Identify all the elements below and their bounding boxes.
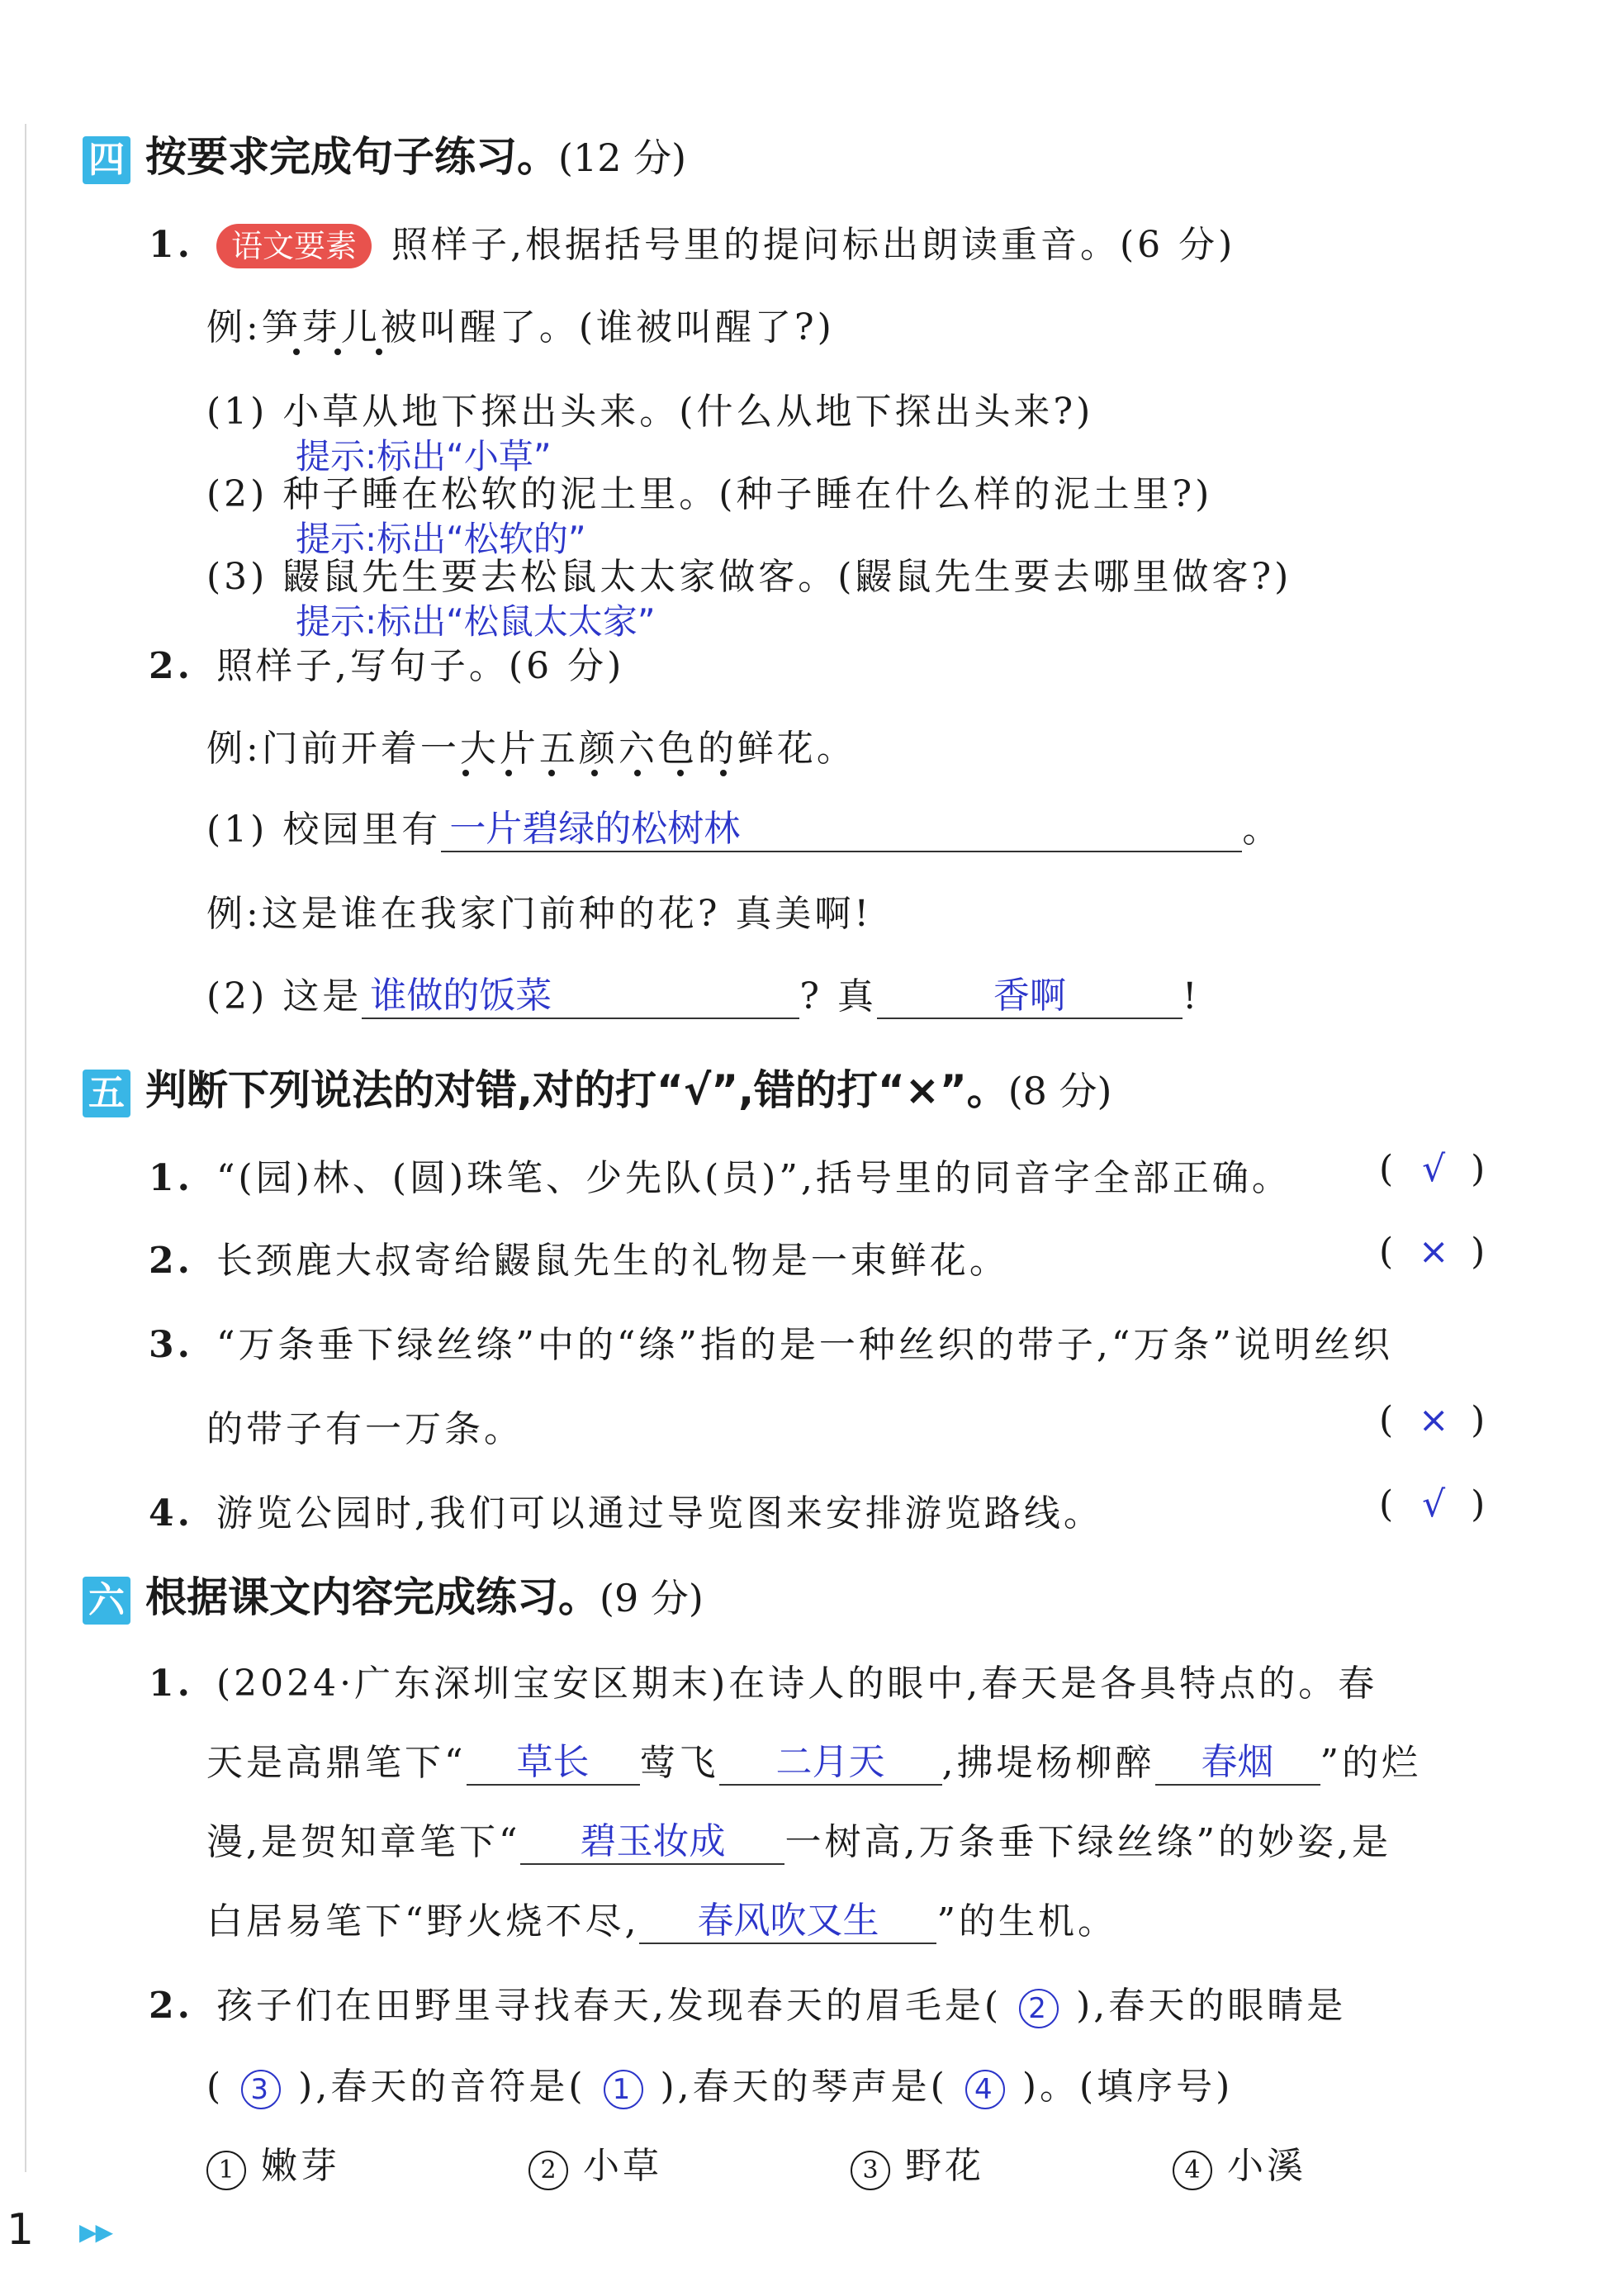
judge-item-3-cont: 的带子有一万条。 [206,1408,524,1450]
answer-blank[interactable]: 草长 [467,1741,640,1786]
text: ),春天的眼睛是 [1076,1985,1347,2027]
text: )。(填序号) [1021,2066,1234,2108]
sub-item-2: (2) 种子睡在松软的泥土里。(种子睡在什么样的泥土里?) [206,473,1213,515]
section-title: 判断下列说法的对错,对的打“√”,错的打“×”。 [145,1066,1008,1114]
sub-item-1: (1) 小草从地下探出头来。(什么从地下探出头来?) [206,391,1094,433]
answer-blank[interactable]: 香啊 [877,975,1183,1019]
option-number: 1 [206,2151,246,2190]
answer-circle[interactable]: 1 [604,2070,643,2109]
page-arrows-icon: ▶▶ [79,2218,112,2246]
judge-answer: ( × ) [1379,1231,1489,1273]
answer-blank[interactable]: 春烟 [1155,1741,1320,1786]
option-number: 3 [851,2151,890,2190]
question-text: 照样子,写句子。(6 分) [216,645,625,687]
question-number: 2. [149,1240,193,1282]
fill-line-1 [206,799,1282,852]
answer-blank[interactable]: 二月天 [719,1741,942,1786]
example-line: 例:门前开着一大片五颜六色的鲜花。 [206,728,856,770]
prefix-text: (2) 这是 [206,975,363,1018]
option-number: 4 [1173,2151,1212,2190]
question-text: 长颈鹿大叔寄给鼹鼠先生的礼物是一束鲜花。 [216,1240,1009,1282]
section-title: 根据课文内容完成练习。 [145,1573,600,1621]
text: ”的生机。 [936,1900,1117,1943]
option-number: 2 [528,2151,568,2190]
question-6-2 [149,1976,1346,2028]
answer-blank[interactable]: 一片碧绿的松树林 [441,808,1242,852]
hint-text: 提示:标出“松软的” [296,519,586,559]
text: 孩子们在田野里寻找春天,发现春天的眉毛是( [216,1985,1002,2027]
answer-mark[interactable]: × [1418,1399,1449,1441]
section-badge: 五 [83,1070,130,1117]
option-label: 小溪 [1227,2145,1306,2187]
text: ( [206,2066,225,2108]
section-6-heading [83,1564,704,1625]
fill-line-2 [206,966,1201,1019]
judge-answer: ( √ ) [1379,1148,1489,1190]
text: 一树高,万条垂下绿丝绦”的妙姿,是 [784,1821,1391,1863]
section-score: (9 分) [600,1576,704,1620]
question-number: 1. [149,1663,193,1705]
answer-circle[interactable]: 4 [965,2070,1005,2109]
margin-line [25,124,26,2172]
question-number: 1. [149,224,193,266]
text: 漫,是贺知章笔下“ [206,1821,521,1863]
answer-mark[interactable]: √ [1422,1483,1446,1525]
option-label: 野花 [905,2145,984,2187]
question-text: “万条垂下绿丝绦”中的“绦”指的是一种丝织的带子,“万条”说明丝织 [216,1324,1393,1366]
text: 白居易笔下“野火烧不尽, [206,1900,640,1943]
question-6-1 [149,1653,1377,1706]
answer-circle[interactable]: 3 [241,2070,281,2109]
question-text: 照样子,根据括号里的提问标出朗读重音。(6 分) [391,224,1236,266]
end-text: 。 [1242,809,1282,851]
question-4-1 [149,215,1235,268]
question-number: 3. [149,1324,193,1366]
question-number: 2. [149,645,193,687]
option-label: 嫩芽 [261,2145,340,2187]
section-5-heading [83,1057,1111,1117]
poem-line-4 [206,1891,1117,1944]
option-2 [528,2136,662,2190]
prefix-text: (1) 校园里有 [206,809,442,851]
question-6-2-line-2 [206,2056,1233,2109]
answer-blank[interactable]: 春风吹又生 [639,1900,936,1944]
text: ”的烂 [1320,1742,1421,1784]
judge-item-2 [149,1231,1009,1283]
sub-item-3: (3) 鼹鼠先生要去松鼠太太家做客。(鼹鼠先生要去哪里做客?) [206,556,1292,598]
judge-answer: ( × ) [1379,1399,1489,1441]
tag-badge: 语文要素 [216,224,372,268]
poem-line-2 [206,1733,1421,1786]
question-4-2 [149,636,624,689]
section-score: (12 分) [558,135,687,180]
judge-item-1 [149,1148,1292,1201]
judge-item-3 [149,1315,1393,1368]
answer-mark[interactable]: × [1418,1231,1449,1273]
poem-line-3 [206,1812,1391,1865]
section-badge: 四 [83,136,130,184]
option-label: 小草 [583,2145,662,2187]
text: 莺飞 [639,1742,719,1784]
answer-blank[interactable]: 谁做的饭菜 [362,975,799,1019]
section-score: (8 分) [1007,1069,1112,1113]
example-line: 例:笋芽儿被叫醒了。(谁被叫醒了?) [206,306,835,349]
emphasis-dots [462,770,793,778]
hint-text: 提示:标出“小草” [296,436,552,477]
text: 天是高鼎笔下“ [206,1742,467,1784]
page-number: 1 [7,2205,35,2255]
option-4 [1173,2136,1306,2190]
emphasis-dots [248,349,413,357]
question-number: 1. [149,1157,193,1199]
answer-mark[interactable]: √ [1422,1148,1446,1190]
hint-text: 提示:标出“松鼠太太家” [296,601,656,642]
option-1 [206,2136,340,2190]
end-text: ! [1182,975,1201,1018]
section-badge: 六 [83,1577,130,1625]
question-text: “(园)林、(圆)珠笔、少先队(员)”,括号里的同音字全部正确。 [216,1157,1292,1199]
judge-answer: ( √ ) [1379,1483,1489,1525]
question-text: 游览公园时,我们可以通过导览图来安排游览路线。 [216,1492,1103,1535]
judge-item-4 [149,1483,1103,1536]
section-4-heading [83,124,686,184]
text: ),春天的音符是( [298,2066,586,2108]
example-line: 例:这是谁在我家门前种的花? 真美啊! [206,893,873,935]
text: ),春天的琴声是( [660,2066,948,2108]
mid-text: ? 真 [799,975,877,1018]
text: ,拂堤杨柳醉 [941,1742,1155,1784]
answer-blank[interactable]: 碧玉妆成 [520,1820,784,1865]
option-3 [851,2136,984,2190]
answer-circle[interactable]: 2 [1019,1989,1059,2028]
question-text: (2024·广东深圳宝安区期末)在诗人的眼中,春天是各具特点的。春 [216,1663,1378,1705]
question-number: 4. [149,1492,193,1535]
question-number: 2. [149,1985,193,2027]
section-title: 按要求完成句子练习。 [145,133,558,181]
